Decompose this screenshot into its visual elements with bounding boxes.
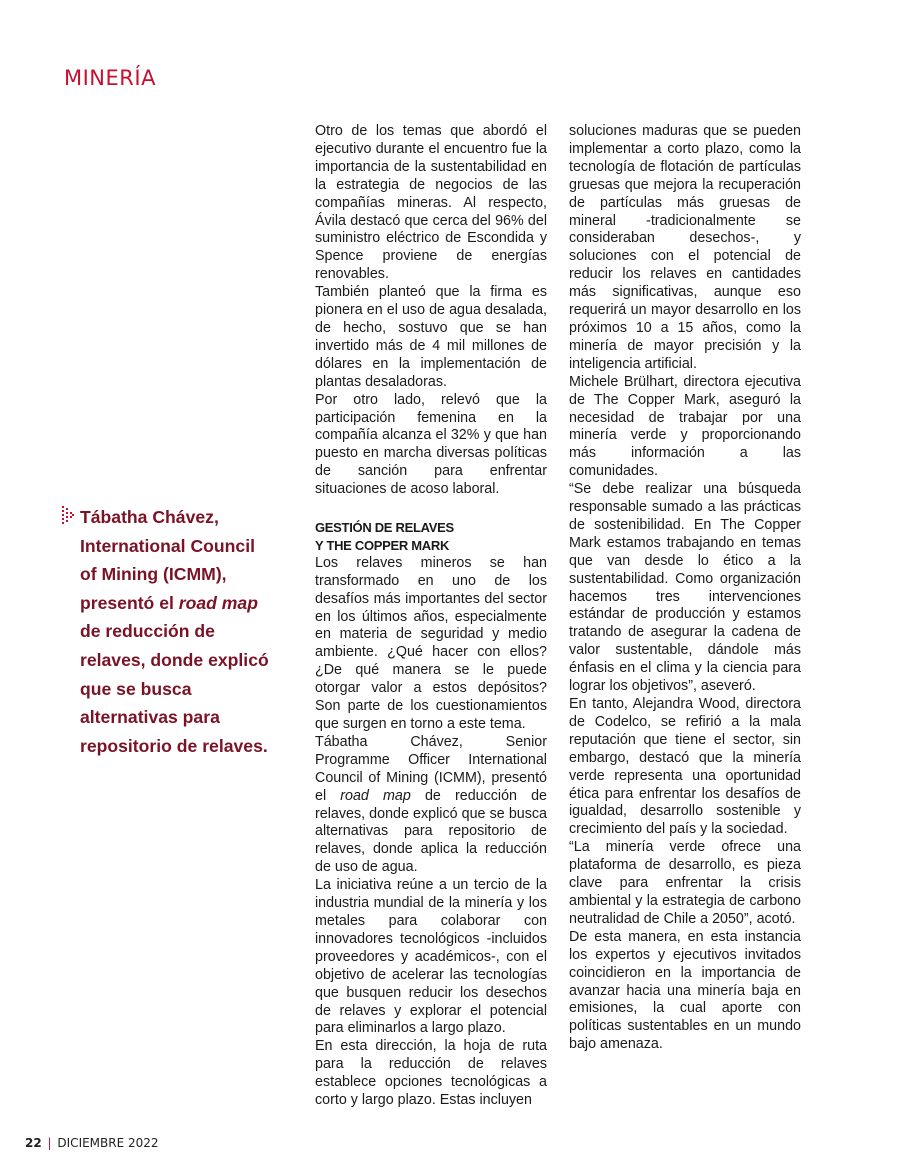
pull-quote-part: de reducción de relaves, donde explicó que se busca alternativas para repositorio de relaves. — [80, 621, 269, 756]
paragraph: Los relaves mineros se han transformado en uno de los desafíos más importantes del sector en los últimos años, especialmente en materia de seguridad y medio ambiente. ¿Qué hacer con ellos? ¿De qué manera se le puede otorgar valor a estos depósitos? Son parte de los cuestionamientos que surgen en torno a este tema. — [315, 554, 547, 732]
text-run: de reducción de relaves, donde explicó que se busca alternativas para repositorio de relaves, donde aplica la reducción de uso de agua. — [315, 787, 547, 876]
page-footer — [25, 1136, 159, 1150]
page-number: 22 — [25, 1136, 42, 1150]
subheading-line: Y THE COPPER MARK — [315, 537, 450, 553]
paragraph: En esta dirección, la hoja de ruta para la reducción de relaves establece opciones tecnológicas a corto y largo plazo. Estas incluyen — [315, 1038, 547, 1109]
dotted-arrow-icon — [62, 506, 74, 524]
paragraph: “Se debe realizar una búsqueda responsable sumado a las prácticas de sostenibilidad. En The Copper Mark estamos trabajando en temas que van desde lo ético a la sustentabilidad. Como organización hacemos tres intervenciones estándar de producción y estamos tratando de asegurar la cadena de valor sustentable, dándole más énfasis en el clima y la ciencia para lograr los objetivos”, aseveró. — [569, 481, 801, 695]
paragraph: También planteó que la firma es pionera en el uso de agua desalada, de hecho, sostuvo que se han invertido más de 4 mil millones de dólares en la implementación de plantas desaladoras. — [315, 284, 547, 390]
paragraph: soluciones maduras que se pueden implementar a corto plazo, como la tecnología de flotación de partículas gruesas que mejora la recuperación de partículas más gruesas de mineral -tradicionalmente se consideraban desechos-, y soluciones con el potencial de reducir los relaves en cantidades más significativas, aunque eso requerirá un mayor desarrollo en los próximos 10 a 15 años, como la minería de mayor precisión y la inteligencia artificial. — [569, 123, 801, 372]
paragraph: La iniciativa reúne a un tercio de la industria mundial de la minería y los metales para colaborar con innovadores tecnológicos -incluidos proveedores y académicos-, con el objetivo de acelerar las tecnologías que busquen reducir los desechos de relaves y explorar el potencial para eliminarlos a largo plazo. — [315, 877, 547, 1037]
pull-quote — [62, 503, 272, 760]
pull-quote-part: Tábatha Chávez, International Council of Mining (ICMM), presentó el — [80, 507, 255, 613]
footer-separator: | — [47, 1136, 52, 1150]
pull-quote-italic: road map — [178, 592, 258, 613]
italic-text: road map — [340, 787, 411, 804]
paragraph: En tanto, Alejandra Wood, directora de Codelco, se refirió a la mala reputación que tiene el sector, sin embargo, destacó que la minería verde representa una oportunidad ética para enfrentar los desafíos de igualdad, desarrollo sostenible y crecimiento del país y la sociedad. — [569, 696, 801, 838]
paragraph — [315, 734, 547, 877]
section-title: MINERÍA — [64, 66, 156, 90]
article-column-2 — [569, 123, 801, 1054]
subheading — [315, 519, 547, 555]
paragraph: Por otro lado, relevó que la participación femenina en la compañía alcanza el 32% y que han puesto en marcha diversas políticas de sanción para enfrentar situaciones de acoso laboral. — [315, 391, 547, 498]
paragraph: De esta manera, en esta instancia los expertos y ejecutivos invitados coincidieron en la importancia de avanzar hacia una minería baja en emisiones, la cual aporte con políticas sustentables en un mundo bajo amenaza. — [569, 928, 801, 1053]
paragraph: Michele Brülhart, directora ejecutiva de The Copper Mark, aseguró la necesidad de trabajar por una minería verde y proporcionando más información a las comunidades. — [569, 373, 801, 480]
pull-quote-text — [80, 503, 272, 760]
issue-date: DICIEMBRE 2022 — [57, 1136, 159, 1150]
paragraph: Otro de los temas que abordó el ejecutivo durante el encuentro fue la importancia de la sustentabilidad en la estrategia de negocios de las compañías mineras. Al respecto, Ávila destacó que cerca del 96% del suministro eléctrico de Escondida y Spence proviene de energías renovables. — [315, 123, 547, 283]
text-run: Tábatha Chávez, Senior Programme Officer International Council of Mining (ICMM), presentó el — [315, 733, 547, 804]
paragraph: “La minería verde ofrece una plataforma de desarrollo, es pieza clave para enfrentar la crisis ambiental y la estrategia de carbono neutralidad de Chile a 2050”, acotó. — [569, 839, 801, 927]
article-column-1 — [315, 123, 547, 1110]
subheading-line: GESTIÓN DE RELAVES — [315, 520, 454, 536]
